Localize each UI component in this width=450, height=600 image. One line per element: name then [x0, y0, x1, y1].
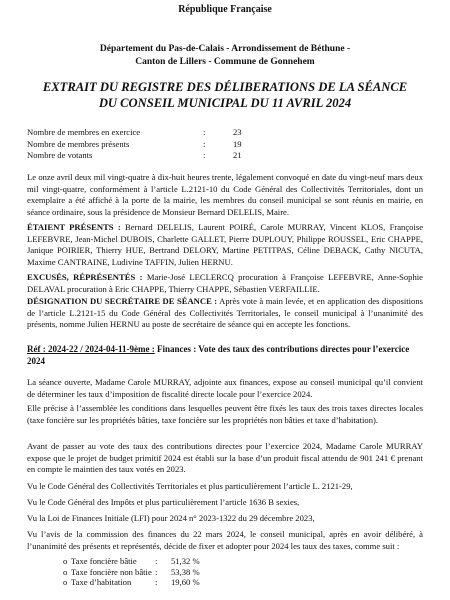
count-separator: : [203, 138, 206, 149]
department-heading [60, 43, 390, 69]
tax-separator: : [155, 577, 158, 587]
tax-name: Taxe foncière bâtie [71, 556, 137, 566]
paragraph: Vu le Code Général des Collectivités Territoriales et plus particulièrement l’article L. 2121-29, [27, 481, 353, 491]
count-label: Nombre de votants [27, 150, 93, 160]
department-line-2: Canton de Lillers - Commune de Gonnehem [135, 57, 315, 67]
intro-paragraph: Le onze avril deux mil vingt-quatre à dix-huit heures trente, légalement convoqué en date du vingt-neuf mars deux mil vingt-quatre, conformément à l’article L.2121-10 du Code Général des Collectivités Territoriales, dont un exemplaire a été affiché à la porte de la mairie, les membres du conseil municipal se sont réunis en mairie, en séance ordinaire, sous la présidence de Monsieur Bernard DELELIS, Maire. [27, 172, 423, 217]
excused-members [27, 272, 423, 295]
count-row [27, 127, 263, 139]
tax-rate: 53,38 % [171, 566, 200, 577]
count-row [27, 150, 263, 162]
list-item [63, 567, 200, 578]
tax-rate: 51,32 % [171, 556, 200, 566]
tax-rate-list [63, 556, 200, 588]
present-members [27, 222, 423, 268]
excused-list: Marie-José LECLERCQ procuration à Françoise LEFEBVRE, Anne-Sophie DELAVAL procuration à Eric CHAPPE, Thierry CHAPPE, Sébastien VERFAILLIE. [27, 272, 423, 294]
paragraph: Elle précise à l’assemblée les conditions dans lesquelles peuvent être fixés les taux des trois taxes directes locales (taxe foncière sur les propriétés bâties, taxe foncière sur les propriétés non bâties et taxe d’habitation). [27, 403, 423, 425]
bullet: o [63, 556, 68, 566]
count-label: Nombre de membres en exercice [27, 127, 141, 137]
count-row [27, 139, 263, 151]
list-item [63, 556, 200, 567]
reference-number: Réf : 2024-22 / 2024-04-11-9ème : [27, 344, 155, 354]
paragraph: La séance ouverte, Madame Carole MURRAY, adjointe aux finances, expose au conseil municipal qu’il convient de déterminer les taux d’imposition de fiscalité directe locale pour l’exercice 2024. [27, 377, 423, 399]
secretary-designation [27, 296, 423, 331]
department-line-1: Département du Pas-de-Calais - Arrondissement de Béthune - [99, 44, 351, 54]
republic-heading: République Française [178, 4, 272, 15]
tax-separator: : [155, 556, 158, 566]
bullet: o [63, 577, 68, 587]
reference-subject: Finances : Vote des taux des contributions directes pour l’exercice 2024 [27, 344, 410, 366]
title-line-1: EXTRAIT DU REGISTRE DES DÉLIBERATIONS DE LA SÉANCE [42, 80, 408, 94]
count-separator: : [203, 150, 206, 160]
paragraph: Vu la Loi de Finances Initiale (LFI) pour 2024 n° 2023-1322 du 29 décembre 2023, [27, 513, 315, 523]
list-item [63, 577, 200, 588]
secretary-label: DÉSIGNATION DU SECRÉTAIRE DE SÉANCE : [27, 296, 218, 306]
bullet: o [63, 566, 68, 577]
count-value: 19 [233, 138, 242, 149]
document-title [28, 79, 422, 111]
present-list: Bernard DELELIS, Laurent POIRÉ, Carole MURRAY, Vincent KLOS, Françoise LEFEBVRE, Jean-Michel DUBOIS, Charlette GALLET, Pierre DUPLOUY, Philippe ROUSSEL, Eric CHAPPE, Janique POIRIER, Thierry HUE, Bertrand DELORY, Martine PETITPAS, Céline DEBACK, Cathy NICUTA, Maxime CANTRAINE, Ludivine TAFFIN, Julien HERNU. [27, 222, 424, 267]
tax-name: Taxe d’habitation [71, 577, 132, 587]
deliberation-reference [27, 343, 423, 367]
member-counts [27, 127, 263, 162]
tax-separator: : [155, 566, 158, 577]
present-label: ÉTAIENT PRÉSENTS : [27, 222, 121, 232]
paragraph: Vu le Code Général des Impôts et plus particulièrement l’article 1636 B sexies, [27, 497, 300, 507]
tax-name: Taxe foncière non bâtie [71, 566, 152, 577]
paragraph: Vu l’avis de la commission des finances du 22 mars 2024, le conseil municipal, après en avoir délibéré, à l’unanimité des présents et représentés, décide de fixer et adopter pour 2024 les taux des taxes, comme suit : [27, 529, 423, 551]
count-separator: : [203, 127, 206, 137]
title-line-2: DU CONSEIL MUNICIPAL DU 11 AVRIL 2024 [98, 96, 352, 110]
secretary-text: Après vote à main levée, et en application des dispositions de l’article L.2121-15 du Code Général des Collectivités Territoriales, le conseil municipal à l’unanimité des présents, nomme Julien HERNU au poste de secrétaire de séance qui en accepte les fonctions. [27, 296, 423, 329]
excused-label: EXCUSÉS, RÉPRÉSENTÉS : [27, 272, 143, 282]
count-value: 21 [233, 150, 242, 160]
paragraph: Avant de passer au vote des taux des contributions directes pour l’exercice 2024, Madame Carole MURRAY expose que le projet de budget primitif 2024 est établi sur la base d’un produit fiscal attendu de 901 241 € prenant en compte le maintien des taux votés en 2023. [27, 441, 423, 474]
tax-rate: 19,60 % [171, 577, 200, 587]
count-label: Nombre de membres présents [27, 138, 130, 149]
count-value: 23 [233, 127, 242, 137]
